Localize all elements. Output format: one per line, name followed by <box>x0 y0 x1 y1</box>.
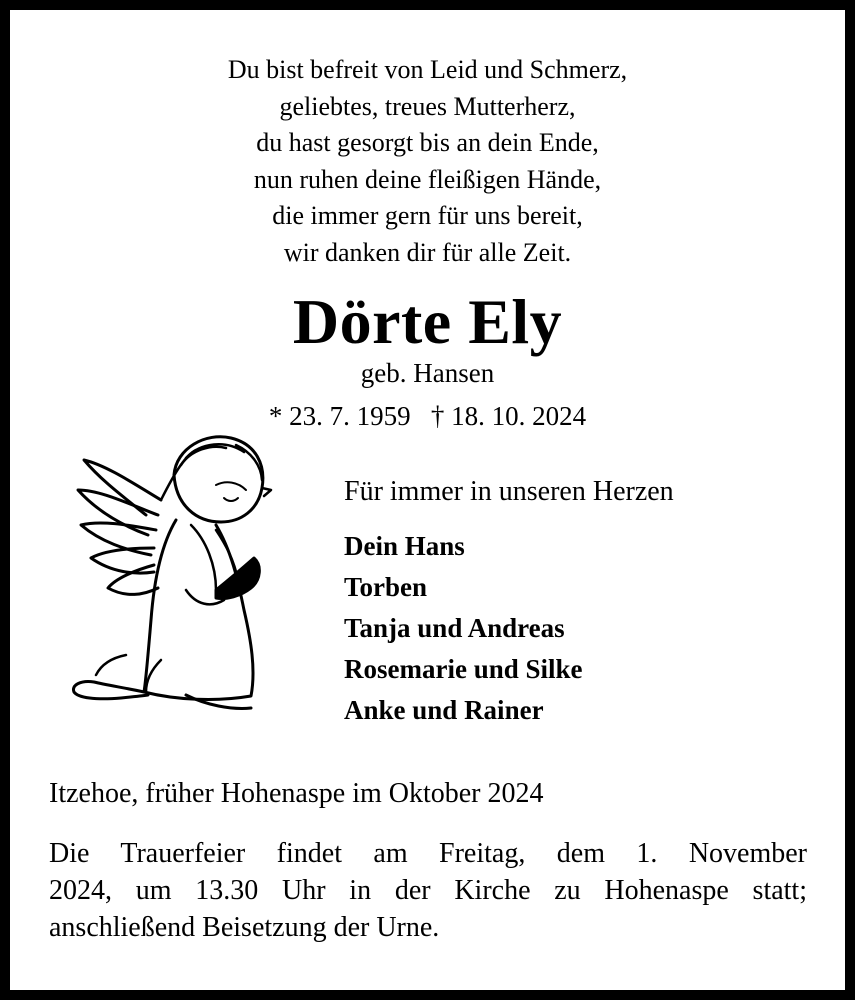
poem-line: geliebtes, treues Mutterherz, <box>279 91 576 121</box>
deceased-name: Dörte Ely <box>292 286 563 357</box>
poem-line: Du bist befreit von Leid und Schmerz, <box>227 55 628 84</box>
poem-line: wir danken dir für alle Zeit. <box>283 237 572 267</box>
mourner-name: Anke und Rainer <box>344 695 544 725</box>
mourner-name: Rosemarie und Silke <box>344 654 583 684</box>
service-line: 2024, um 13.30 Uhr in der Kirche zu Hohenaspe statt; <box>49 875 807 906</box>
mourners-list <box>344 526 583 731</box>
motto: Für immer in unseren Herzen <box>344 476 674 507</box>
poem-line: nun ruhen deine fleißigen Hände, <box>253 164 602 194</box>
poem-line: du hast gesorgt bis an dein Ende, <box>256 128 599 157</box>
service-info <box>49 835 807 946</box>
maiden-name: geb. Hansen <box>360 358 495 388</box>
service-line: anschließend Beisetzung der Urne. <box>49 912 440 943</box>
poem <box>0 52 855 271</box>
mourner-name: Tanja und Andreas <box>344 613 565 643</box>
praying-angel-icon <box>66 430 276 725</box>
poem-line: die immer gern für uns bereit, <box>272 201 583 230</box>
place-date: Itzehoe, früher Hohenaspe im Oktober 2024 <box>49 778 544 809</box>
mourner-name: Dein Hans <box>344 531 465 561</box>
mourner-name: Torben <box>344 572 428 602</box>
service-line: Die Trauerfeier findet am Freitag, dem 1. November <box>49 838 807 869</box>
life-dates: * 23. 7. 1959 † 18. 10. 2024 <box>268 401 587 431</box>
